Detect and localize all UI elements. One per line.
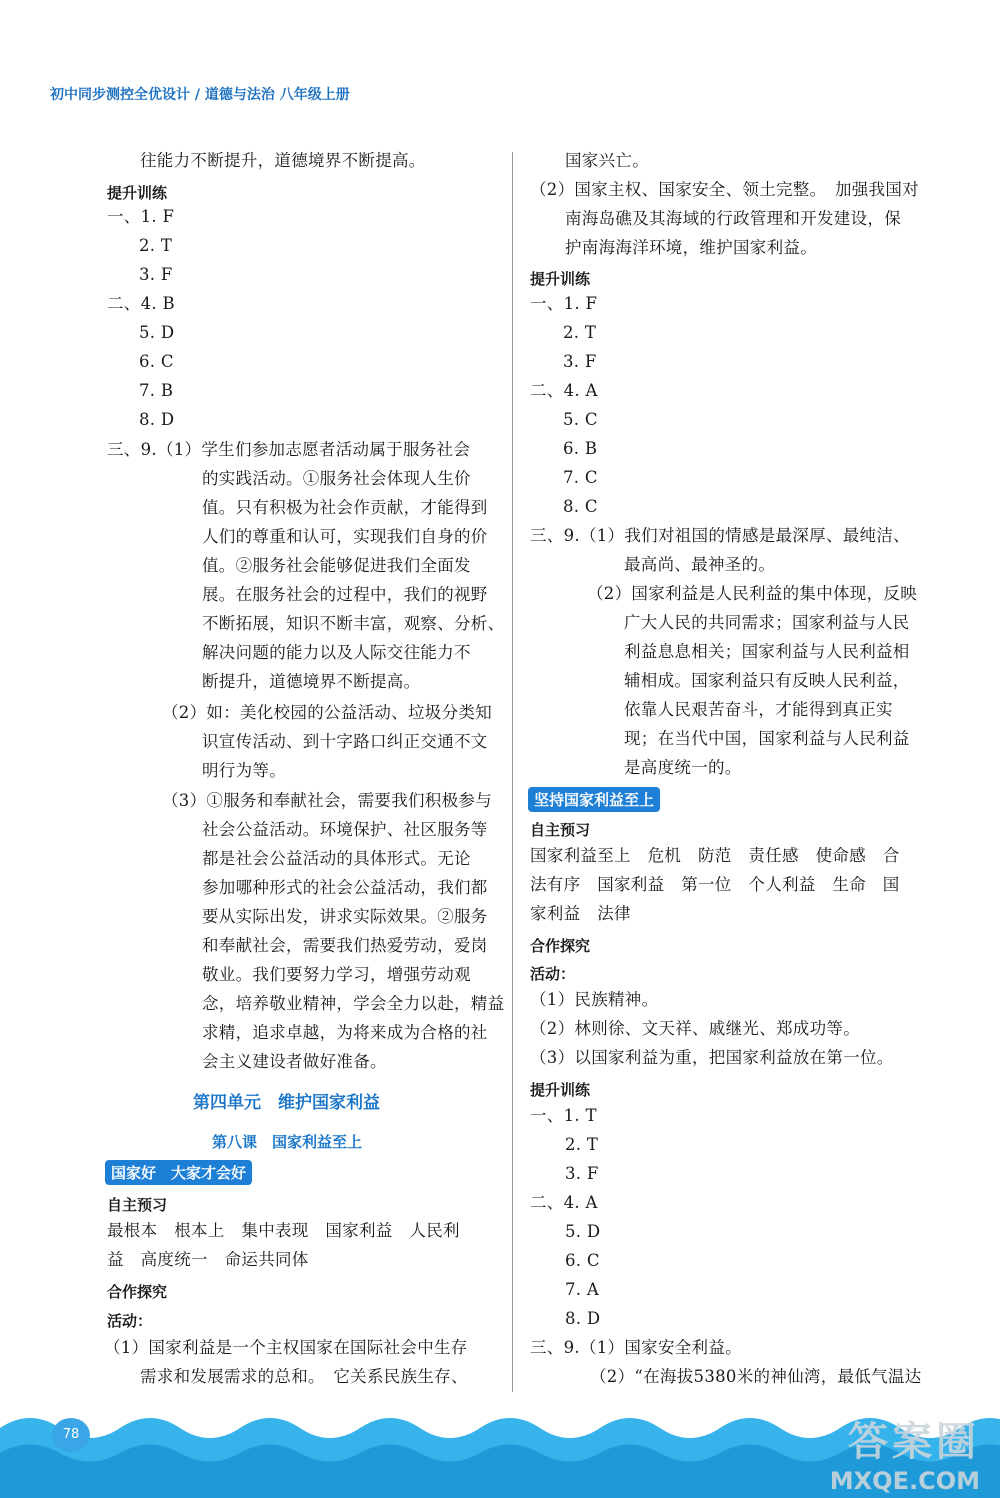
left-text-line: 社会公益活动。环境保护、社区服务等 xyxy=(202,820,488,839)
right-text-line: 3. F xyxy=(565,1164,599,1183)
right-heading: 提升训练 xyxy=(530,1081,591,1099)
right-text-line: （2）林则徐、文天祥、戚继光、郑成功等。 xyxy=(530,1019,860,1038)
left-text-line: 参加哪种形式的社会公益活动，我们都 xyxy=(202,878,488,897)
left-heading: 活动： xyxy=(107,1312,153,1330)
left-text-line: 解决问题的能力以及人际交往能力不 xyxy=(202,643,471,662)
right-text-line: （2）“在海拔5380米的神仙湾，最低气温达 xyxy=(590,1367,922,1386)
right-text-line: 是高度统一的。 xyxy=(624,758,742,777)
page-number: 78 xyxy=(52,1418,90,1452)
right-text-line: （3）以国家利益为重，把国家利益放在第一位。 xyxy=(530,1048,894,1067)
left-heading: 合作探究 xyxy=(107,1283,168,1301)
left-text-line: 8. D xyxy=(139,410,175,429)
left-text-line: （2）如：美化校园的公益活动、垃圾分类知 xyxy=(162,703,492,722)
watermark-url: MXQE.COM xyxy=(829,1467,980,1495)
right-text-line: （2）国家主权、国家安全、领土完整。 加强我国对 xyxy=(530,180,919,199)
right-heading: 活动： xyxy=(530,965,576,983)
right-text-line: 南海岛礁及其海域的行政管理和开发建设，保 xyxy=(565,209,901,228)
right-text-line: 二、4. A xyxy=(530,381,598,400)
left-text-line: 断提升，道德境界不断提高。 xyxy=(202,672,421,691)
left-text-line: 的实践活动。①服务社会体现人生价 xyxy=(202,469,471,488)
right-text-line: 护南海海洋环境，维护国家利益。 xyxy=(565,238,817,257)
right-text-line: 6. C xyxy=(565,1251,600,1270)
left-text-line: 一、1. F xyxy=(107,207,175,226)
left-text-line: 值。只有积极为社会作贡献，才能得到 xyxy=(202,498,488,517)
left-text-line: 和奉献社会，需要我们热爱劳动，爱岗 xyxy=(202,936,488,955)
right-text-line: （2）国家利益是人民利益的集中体现，反映 xyxy=(587,584,917,603)
left-text-line: （1）国家利益是一个主权国家在国际社会中生存 xyxy=(104,1338,468,1357)
right-text-line: 7. C xyxy=(563,468,598,487)
right-text-line: （1）民族精神。 xyxy=(530,990,659,1009)
right-text-line: 5. C xyxy=(563,410,598,429)
lesson-title: 第八课 国家利益至上 xyxy=(212,1133,363,1151)
unit-title: 第四单元 维护国家利益 xyxy=(193,1093,380,1113)
right-text-line: 一、1. F xyxy=(530,294,598,313)
right-heading: 自主预习 xyxy=(530,821,591,839)
right-text-line: 利益息息相关；国家利益与人民利益相 xyxy=(624,642,910,661)
left-text-line: 益 高度统一 命运共同体 xyxy=(107,1250,309,1269)
column-divider xyxy=(512,152,513,1392)
left-text-line: 往能力不断提升，道德境界不断提高。 xyxy=(140,151,426,170)
watermark xyxy=(830,1410,980,1495)
self-study-heading: 自主预习 xyxy=(107,1196,168,1214)
left-text-line: 6. C xyxy=(139,352,174,371)
left-text-line: 5. D xyxy=(139,323,175,342)
right-text-line: 6. B xyxy=(563,439,598,458)
section-tag-national-good: 国家好 大家才会好 xyxy=(105,1160,252,1185)
right-text-line: 法有序 国家利益 第一位 个人利益 生命 国 xyxy=(530,875,900,894)
right-text-line: 家利益 法律 xyxy=(530,904,631,923)
right-text-line: 二、4. A xyxy=(530,1193,598,1212)
right-text-line: 国家利益至上 危机 防范 责任感 使命感 合 xyxy=(530,846,900,865)
left-text-line: （3）①服务和奉献社会，需要我们积极参与 xyxy=(162,791,492,810)
right-text-line: 2. T xyxy=(563,323,597,342)
right-heading: 提升训练 xyxy=(530,270,591,288)
right-text-line: 8. D xyxy=(565,1309,601,1328)
right-text-line: 2. T xyxy=(565,1135,599,1154)
left-text-line: 识宣传活动、到十字路口纠正交通不文 xyxy=(202,732,488,751)
section-tag-national-interest: 坚持国家利益至上 xyxy=(528,787,660,812)
left-text-line: 要从实际出发，讲求实际效果。②服务 xyxy=(202,907,488,926)
left-text-line: 值。②服务社会能够促进我们全面发 xyxy=(202,556,471,575)
right-text-line: 最高尚、最神圣的。 xyxy=(624,555,776,574)
right-text-line: 8. C xyxy=(563,497,598,516)
right-text-line: 广大人民的共同需求；国家利益与人民 xyxy=(624,613,910,632)
left-text-line: 会主义建设者做好准备。 xyxy=(202,1052,387,1071)
left-heading: 提升训练 xyxy=(107,184,168,202)
left-text-line: 三、9.（1）学生们参加志愿者活动属于服务社会 xyxy=(107,440,471,459)
right-text-line: 现；在当代中国，国家利益与人民利益 xyxy=(624,729,910,748)
watermark-logo-text: 答案圈 xyxy=(848,1419,980,1465)
book-header: 初中同步测控全优设计 / 道德与法治 八年级上册 xyxy=(50,87,350,103)
left-text-line: 求精，追求卓越，为将来成为合格的社 xyxy=(202,1023,488,1042)
left-text-line: 人们的尊重和认可，实现我们自身的价 xyxy=(202,527,488,546)
left-text-line: 明行为等。 xyxy=(202,761,286,780)
right-text-line: 一、1. T xyxy=(530,1106,597,1125)
right-text-line: 三、9.（1）我们对祖国的情感是最深厚、最纯洁、 xyxy=(530,526,910,545)
right-text-line: 3. F xyxy=(563,352,597,371)
right-heading: 合作探究 xyxy=(530,937,591,955)
left-text-line: 不断拓展，知识不断丰富，观察、分析、 xyxy=(202,614,505,633)
left-text-line: 展。在服务社会的过程中，我们的视野 xyxy=(202,585,488,604)
left-text-line: 需求和发展需求的总和。 它关系民族生存、 xyxy=(140,1367,468,1386)
right-text-line: 5. D xyxy=(565,1222,601,1241)
left-text-line: 二、4. B xyxy=(107,294,175,313)
left-text-line: 念，培养敬业精神，学会全力以赴，精益 xyxy=(202,994,505,1013)
left-text-line: 2. T xyxy=(139,236,173,255)
right-text-line: 三、9.（1）国家安全利益。 xyxy=(530,1338,742,1357)
left-text-line: 都是社会公益活动的具体形式。无论 xyxy=(202,849,471,868)
right-text-line: 国家兴亡。 xyxy=(565,151,649,170)
left-text-line: 敬业。我们要努力学习，增强劳动观 xyxy=(202,965,471,984)
right-text-line: 辅相成。国家利益只有反映人民利益， xyxy=(624,671,910,690)
left-text-line: 7. B xyxy=(139,381,174,400)
left-text-line: 最根本 根本上 集中表现 国家利益 人民利 xyxy=(107,1221,460,1240)
right-text-line: 7. A xyxy=(565,1280,600,1299)
left-text-line: 3. F xyxy=(139,265,173,284)
right-text-line: 依靠人民艰苦奋斗，才能得到真正实 xyxy=(624,700,893,719)
